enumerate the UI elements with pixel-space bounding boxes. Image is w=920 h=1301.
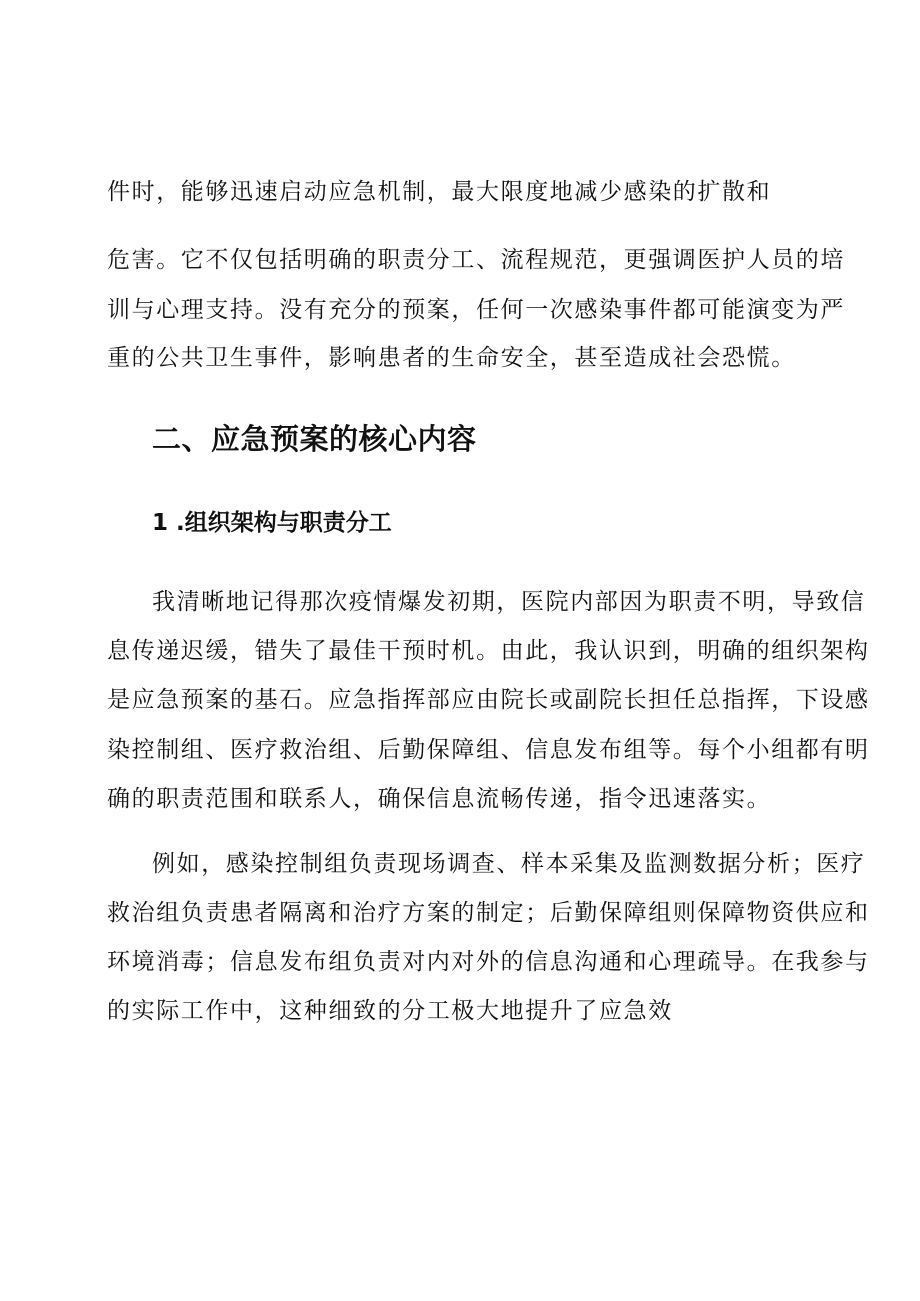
paragraph-3-line-3: 环境消毒；信息发布组负责对内对外的信息沟通和心理疏导。在我参与 — [107, 949, 870, 975]
intro-line-1: 件时，能够迅速启动应急机制，最大限度地减少感染的扩散和 — [107, 179, 772, 205]
paragraph-2-line-2: 息传递迟缓，错失了最佳干预时机。由此，我认识到，明确的组织架构 — [107, 638, 870, 664]
paragraph-2-line-3: 是应急预案的基石。应急指挥部应由院长或副院长担任总指挥，下设感 — [107, 687, 870, 713]
paragraph-3-line-1: 例如，感染控制组负责现场调查、样本采集及监测数据分析；医疗 — [152, 851, 866, 877]
paragraph-2-line-1: 我清晰地记得那次疫情爆发初期，医院内部因为职责不明，导致信 — [152, 589, 866, 615]
subsection-heading: 1 .组织架构与职责分工 — [152, 510, 392, 536]
paragraph-3-line-4: 的实际工作中，这种细致的分工极大地提升了应急效 — [107, 998, 673, 1024]
paragraph-2-line-5: 确的职责范围和联系人，确保信息流畅传递，指令迅速落实。 — [107, 786, 772, 812]
paragraph-2-line-4: 染控制组、医疗救治组、后勤保障组、信息发布组等。每个小组都有明 — [107, 737, 870, 763]
paragraph-1-line-2: 训与心理支持。没有充分的预案，任何一次感染事件都可能演变为严 — [107, 297, 845, 323]
paragraph-1-line-1: 危害。它不仅包括明确的职责分工、流程规范，更强调医护人员的培 — [107, 247, 845, 273]
paragraph-1-line-3: 重的公共卫生事件，影响患者的生命安全，甚至造成社会恐慌。 — [107, 345, 796, 371]
section-heading: 二、应急预案的核心内容 — [152, 422, 477, 456]
paragraph-3-line-2: 救治组负责患者隔离和治疗方案的制定；后勤保障组则保障物资供应和 — [107, 900, 870, 926]
